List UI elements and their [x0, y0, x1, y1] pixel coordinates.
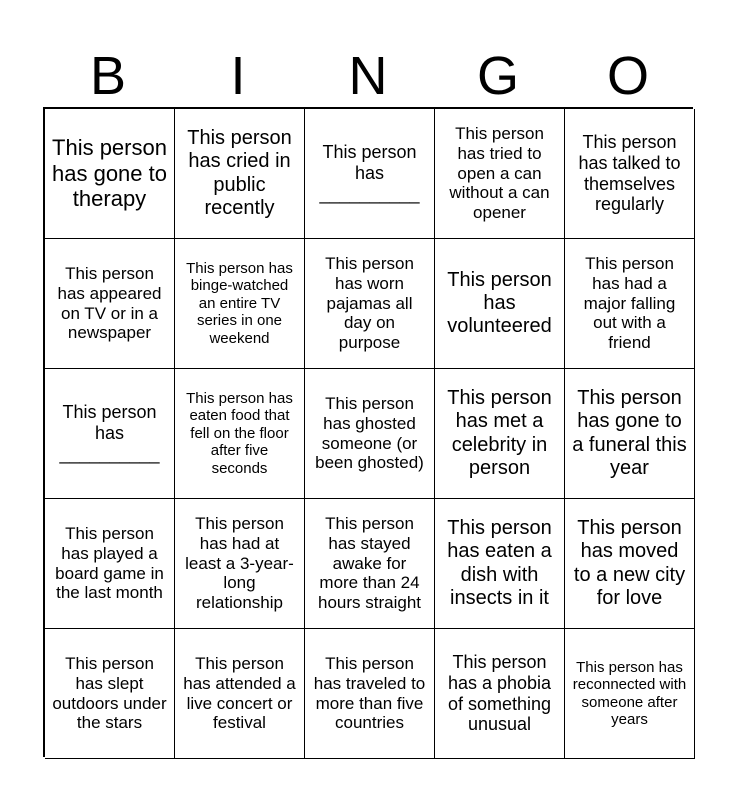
header-letter-n: N	[348, 46, 388, 106]
bingo-cell	[305, 499, 435, 629]
cell-text: This person has reconnected with someone after years	[572, 658, 687, 728]
bingo-cell	[305, 109, 435, 239]
cell-text: This person has eaten a dish with insects in it	[447, 517, 552, 609]
bingo-cell	[175, 499, 305, 629]
bingo-cell	[565, 239, 695, 369]
bingo-cell	[565, 369, 695, 499]
cell-text: This person has tried to open a can without a can opener	[449, 124, 550, 223]
cell-text: This person has gone to therapy	[52, 135, 167, 212]
header-letter-g: G	[476, 46, 519, 106]
bingo-header	[43, 44, 693, 108]
cell-text: This person has slept outdoors under the stars	[52, 654, 167, 733]
bingo-cell	[565, 109, 695, 239]
cell-text: This person has __________	[319, 142, 420, 204]
bingo-board	[43, 107, 693, 757]
bingo-cell	[175, 109, 305, 239]
cell-text: This person has traveled to more than five countries	[313, 654, 426, 733]
cell-text: This person has had a major falling out with a friend	[583, 254, 676, 353]
bingo-cell	[175, 239, 305, 369]
cell-text: This person has attended a live concert or festival	[183, 654, 296, 733]
bingo-cell	[435, 499, 565, 629]
cell-text: This person has cried in public recently	[187, 127, 292, 219]
bingo-cell	[175, 629, 305, 759]
cell-text: This person has worn pajamas all day on purpose	[325, 254, 414, 353]
bingo-cell	[45, 109, 175, 239]
cell-text: This person has a phobia of something unusual	[447, 651, 552, 735]
bingo-cell	[45, 629, 175, 759]
cell-text: This person has played a board game in the last month	[55, 524, 164, 603]
bingo-cell	[435, 369, 565, 499]
cell-text: This person has __________	[59, 402, 160, 464]
cell-text: This person has met a celebrity in person	[447, 387, 552, 479]
bingo-cell	[565, 499, 695, 629]
header-letter-o: O	[606, 46, 649, 106]
bingo-cell	[435, 629, 565, 759]
bingo-cell	[565, 629, 695, 759]
bingo-cell	[45, 369, 175, 499]
cell-text: This person has ghosted someone (or been ghosted)	[315, 394, 424, 473]
header-letter-i: I	[230, 46, 246, 106]
cell-text: This person has had at least a 3-year-long relationship	[185, 514, 294, 613]
cell-text: This person has stayed awake for more than 24 hours straight	[318, 514, 421, 613]
cell-text: This person has appeared on TV or in a newspaper	[57, 264, 162, 343]
bingo-cell	[305, 369, 435, 499]
cell-text: This person has gone to a funeral this year	[572, 387, 687, 479]
cell-text: This person has volunteered	[447, 268, 552, 338]
bingo-cell	[305, 629, 435, 759]
header-letter-b: B	[89, 46, 127, 106]
bingo-cell	[45, 499, 175, 629]
bingo-cell	[305, 239, 435, 369]
cell-text: This person has moved to a new city for love	[573, 517, 686, 609]
bingo-cell	[435, 109, 565, 239]
cell-text: This person has eaten food that fell on the floor after five seconds	[186, 390, 293, 477]
bingo-cell	[435, 239, 565, 369]
bingo-cell	[175, 369, 305, 499]
bingo-cell	[45, 239, 175, 369]
cell-text: This person has binge-watched an entire TV series in one weekend	[186, 260, 293, 347]
cell-text: This person has talked to themselves regularly	[578, 131, 681, 215]
